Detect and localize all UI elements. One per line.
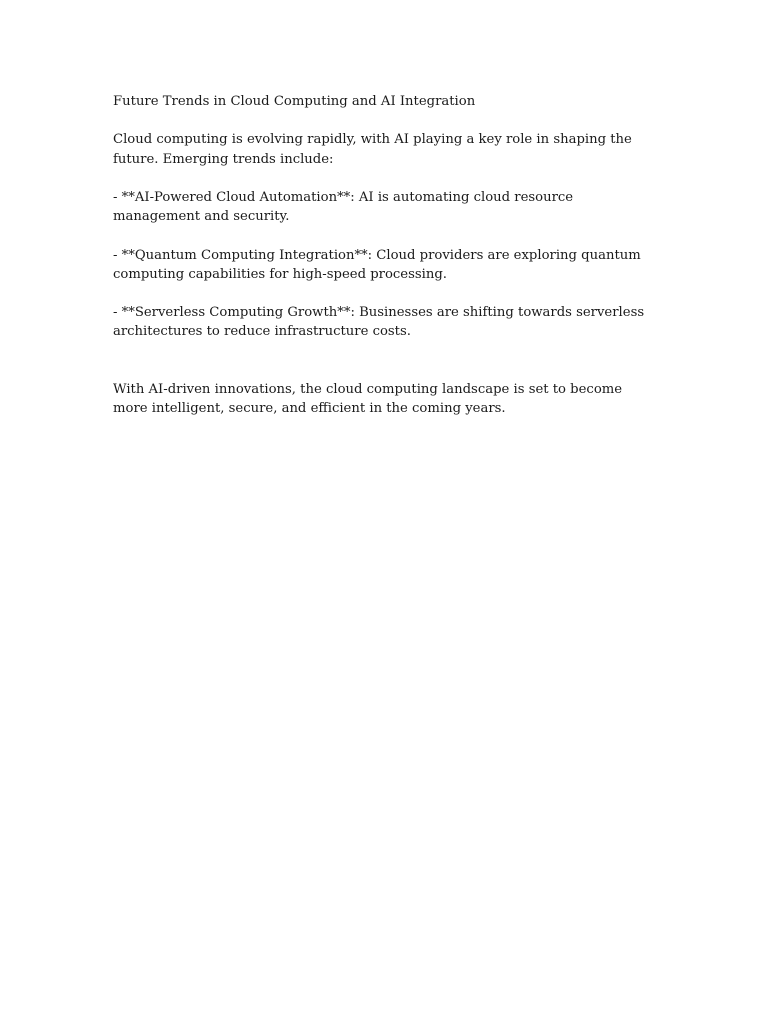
trend-item-ai-automation: - **AI-Powered Cloud Automation**: AI is automating cloud resource management and security. — [113, 189, 574, 225]
intro-paragraph: Cloud computing is evolving rapidly, with AI playing a key role in shaping the future. Emerging trends include: — [113, 132, 632, 167]
conclusion-paragraph: With AI-driven innovations, the cloud computing landscape is set to become more intelligent, secure, and efficient in the coming years. — [113, 381, 623, 417]
trend-item-quantum-computing: - **Quantum Computing Integration**: Cloud providers are exploring quantum computing capabilities for high-speed processing. — [113, 247, 641, 282]
document-body — [113, 92, 658, 438]
trend-item-serverless: - **Serverless Computing Growth**: Businesses are shifting towards serverless architectures to reduce infrastructure costs. — [113, 305, 645, 340]
document-title: Future Trends in Cloud Computing and AI Integration — [113, 94, 476, 109]
